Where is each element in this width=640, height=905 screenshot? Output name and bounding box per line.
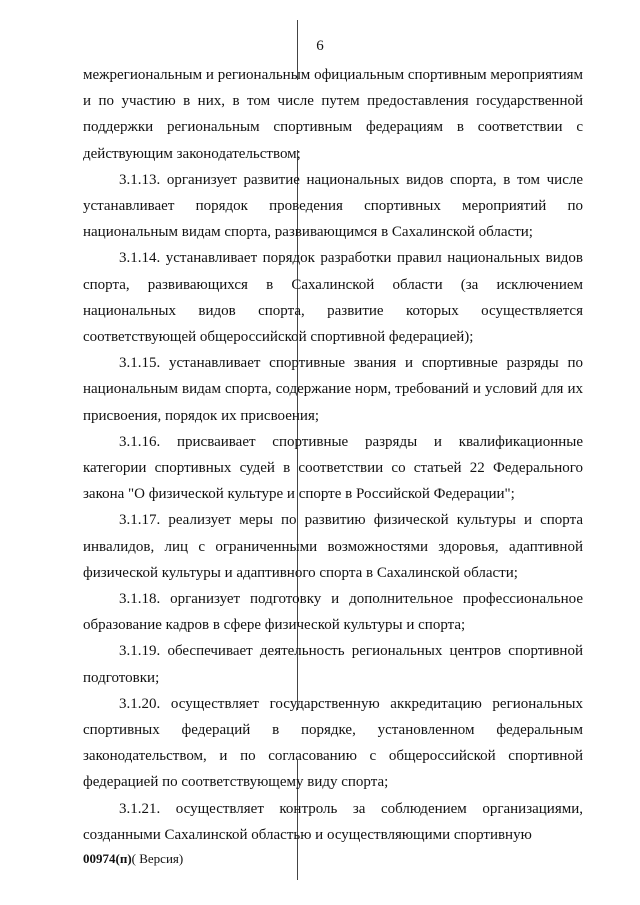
document-footer	[83, 851, 183, 867]
page-number: 6	[316, 38, 324, 54]
paragraph-3-1-13: 3.1.13. организует развитие национальных видов спорта, в том числе устанавливает порядок проведения спортивных мероприятий по национальным видам спорта, развивающимся в Сахалинской области;	[83, 171, 583, 241]
paragraph-3-1-14: 3.1.14. устанавливает порядок разработки правил национальных видов спорта, развивающихся в Сахалинской области (за исключением национальных видов спорта, развитие которых осуществляется соответствующей общероссийской спортивной федерацией);	[83, 250, 583, 346]
document-body	[83, 62, 583, 848]
paragraph-3-1-19: 3.1.19. обеспечивает деятельность региональных центров спортивной подготовки;	[83, 643, 583, 686]
paragraph-3-1-18: 3.1.18. организует подготовку и дополнительное профессиональное образование кадров в сфере физической культуры и спорта;	[83, 591, 583, 634]
paragraph-3-1-21: 3.1.21. осуществляет контроль за соблюдением организациями, созданными Сахалинской областью и осуществляющими спортивную	[83, 800, 583, 843]
paragraph-3-1-17: 3.1.17. реализует меры по развитию физической культуры и спорта инвалидов, лиц с ограниченными возможностями здоровья, адаптивной физической культуры и адаптивного спорта в Сахалинской области;	[83, 512, 583, 581]
document-version: ( Версия)	[131, 851, 184, 866]
paragraph-3-1-15: 3.1.15. устанавливает спортивные звания и спортивные разряды по национальным видам спорта, содержание норм, требований и условий для их присвоения, порядок их присвоения;	[83, 355, 583, 424]
document-code: 00974(п)	[83, 851, 132, 866]
paragraph-3-1-20: 3.1.20. осуществляет государственную аккредитацию региональных спортивных федераций в порядке, установленном федеральным законодательством, и по согласованию с общероссийской спортивной федерацией по соответствующему виду спорта;	[83, 695, 583, 791]
paragraph-continuation: межрегиональным и региональным официальным спортивным мероприятиям и по участию в них, в том числе путем предоставления государственной поддержки региональным спортивным федерациям в соответствии с действующим законодательством;	[83, 67, 583, 162]
paragraph-3-1-16: 3.1.16. присваивает спортивные разряды и квалификационные категории спортивных судей в соответствии со статьей 22 Федерального закона "О физической культуре и спорте в Российской Федерации";	[83, 433, 583, 503]
